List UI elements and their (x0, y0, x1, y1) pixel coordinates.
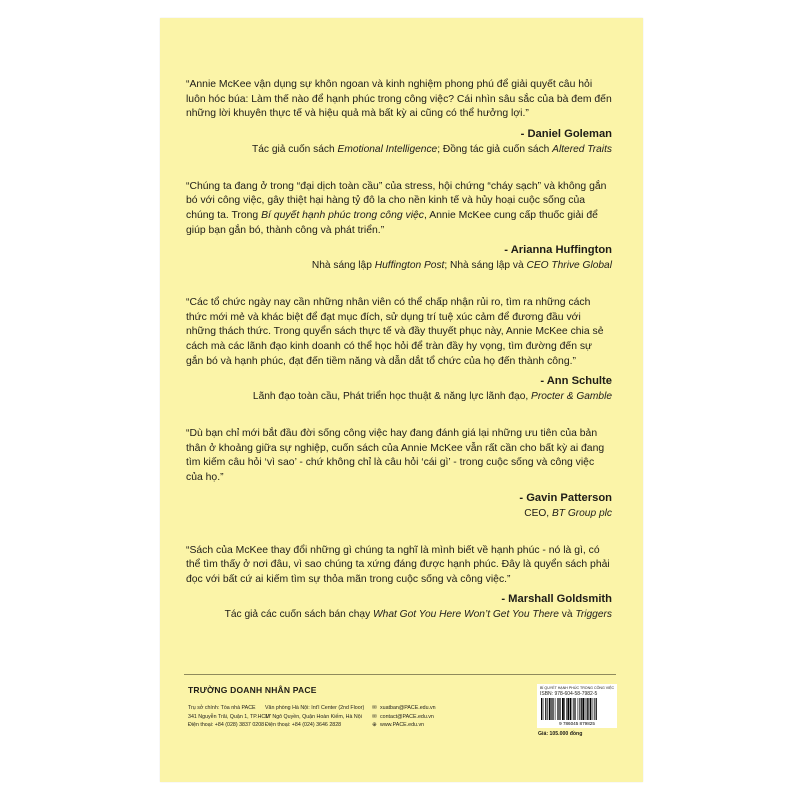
barcode-bar (547, 698, 548, 720)
isbn-text: ISBN: 978-604-58-7982-5 (540, 691, 598, 697)
address-line: Trụ sở chính: Tòa nhà PACE (188, 705, 256, 711)
mail-icon: ✉ (372, 713, 377, 720)
price-label: Giá: 105.000 đồng (538, 731, 583, 737)
contact-email (371, 713, 436, 722)
barcode-bar (590, 698, 592, 720)
barcode-bar (557, 698, 558, 720)
barcode-bar (588, 698, 589, 720)
address-line: 17 Ngô Quyền, Quận Hoàn Kiếm, Hà Nội (265, 713, 362, 720)
contact-text: contact@PACE.edu.vn (380, 713, 434, 720)
quote-text: “Chúng ta đang ở trong “đại dịch toàn cầu” của stress, hội chứng “cháy sạch” và không gắn bó với công việc, gây thiệt hại hàng tỷ đô la cho nền kinh tế và hủy hoại cuộc sống của chúng ta. Trong Bí quyết hạnh phúc trong công việc, Annie McKee cung cấp thuốc giải để giúp bạn gắn bó, thành công và phát triển.” (186, 180, 607, 236)
barcode-bar (585, 698, 586, 720)
quote-text: “Annie McKee vận dụng sự khôn ngoan và kinh nghiệm phong phú để giải quyết câu hỏi luôn hóc búa: Làm thế nào để hạnh phúc trong công việc? Cái nhìn sâu sắc của bà đem đến những lời khuyên thực tế và hiệu quả mà bất kỳ ai cũng có thể hưởng lợi.” (186, 79, 612, 120)
contact-website (371, 721, 436, 730)
publisher-name: TRƯỜNG DOANH NHÂN PACE (188, 685, 317, 695)
barcode-bar (575, 698, 576, 720)
barcode-bar (573, 698, 574, 720)
footer-divider (184, 674, 616, 675)
barcode-bar (562, 698, 564, 720)
contact-text: xuatban@PACE.edu.vn (380, 705, 436, 711)
quote-text: “Các tổ chức ngày nay cần những nhân viên có thể chấp nhận rủi ro, tìm ra những cách thức mới mẻ và khác biệt để đạt mục đích, sử dụng trí tuệ xúc cảm để đương đầu với những thách thức. Trong quyển sách thực tế và đầy thuyết phục này, Annie McKee chia sẻ cách mà các lãnh đạo kinh doanh có thể học hỏi để tràn đầy hy vọng, tìm đường đến sự gắn bó và hạnh phúc, đạt đến tiềm năng và dẫn dắt tổ chức của họ đến thành công.” (186, 297, 604, 367)
quote-author-title: Nhà sáng lập Huffington Post; Nhà sáng lập và CEO Thrive Global (311, 260, 612, 272)
mail-icon: ✉ (372, 705, 377, 711)
address-line: Điện thoại: +84 (028) 3837 0208 (188, 722, 265, 729)
barcode-bar (579, 698, 580, 720)
contact-text: www.PACE.edu.vn (380, 722, 425, 729)
address-line: Văn phòng Hà Nội: Int’l Center (2nd Floor) (265, 705, 365, 711)
barcode-bar (566, 698, 567, 720)
quote-author-title: Lãnh đạo toàn cầu, Phát triển học thuật & năng lực lãnh đạo, Procter & Gamble (252, 391, 612, 403)
barcode-bar (587, 698, 588, 720)
quote-goldsmith (186, 544, 612, 623)
quote-text: “Dù bạn chỉ mới bắt đầu đời sống công việc hay đang đánh giá lại những ưu tiên của bản thân ở khoảng giữa sự nghiệp, cuốn sách của Annie McKee vẫn rất cần cho bất kỳ ai đang tìm kiếm câu hỏi ‘vì sao’ - chứ không chỉ là câu hỏi ‘cái gì’ - trong cuộc sống và công việc của họ.” (186, 428, 605, 483)
barcode-bar (593, 698, 594, 720)
barcode-bar (549, 698, 551, 720)
hanoi-office-address (265, 704, 364, 730)
barcode-bar (596, 698, 597, 720)
back-cover (160, 18, 643, 782)
barcode-bar (543, 698, 544, 720)
barcode-bar (545, 698, 546, 720)
barcode-number: 9 786045 879825 (559, 721, 595, 726)
quote-schulte (186, 296, 612, 404)
barcode (540, 698, 614, 726)
address-line: Điện thoại: +84 (024) 3646 2828 (265, 722, 342, 729)
barcode-bar (581, 698, 582, 720)
quote-author-title: Tác giả cuốn sách Emotional Intelligence; Đồng tác giả cuốn sách Altered Traits (252, 143, 612, 155)
contact-email (371, 704, 436, 713)
quote-author: - Daniel Goleman (520, 127, 612, 140)
barcode-bar (594, 698, 595, 720)
barcode-bar (567, 698, 569, 720)
barcode-label (537, 684, 617, 728)
quote-author: - Ann Schulte (540, 375, 612, 388)
quote-author-title: CEO, BT Group plc (524, 507, 612, 519)
head-office-address (188, 704, 270, 730)
quote-author: - Marshall Goldsmith (501, 593, 612, 606)
barcode-bar (558, 698, 559, 720)
quote-goleman (186, 78, 612, 157)
barcode-bar (555, 698, 556, 720)
barcode-book-title: BÍ QUYẾT HẠNH PHÚC TRONG CÔNG VIỆC (540, 686, 615, 690)
publisher-contacts (371, 704, 436, 730)
quote-huffington (186, 180, 612, 273)
barcode-bar (582, 698, 584, 720)
testimonials (186, 78, 612, 645)
barcode-bar (564, 698, 565, 720)
quote-text: “Sách của McKee thay đổi những gì chúng ta nghĩ là mình biết về hạnh phúc - nó là gì, có thể tìm thấy ở nơi đâu, vì sao chúng ta xứng đáng được hạnh phúc. Đây là quyển sách phải đọc với bất cứ ai kiếm tìm sự thỏa mãn trong cuộc sống và công việc.” (186, 544, 610, 585)
barcode-bar (551, 698, 552, 720)
quote-patterson (186, 427, 612, 520)
barcode-bar (570, 698, 571, 720)
quote-author: - Arianna Huffington (504, 244, 612, 257)
barcode-bar (552, 698, 553, 720)
barcode-bar (560, 698, 561, 720)
barcode-bar (572, 698, 573, 720)
quote-author: - Gavin Patterson (519, 491, 612, 504)
barcode-bar (578, 698, 579, 720)
quote-author-title: Tác giả các cuốn sách bán chạy What Got You Here Won’t Get You There và Triggers (224, 609, 612, 621)
barcode-bar (541, 698, 542, 720)
address-line: 341 Nguyễn Trãi, Quận 1, TP.HCM (188, 713, 270, 720)
globe-icon: ⊕ (372, 722, 377, 729)
